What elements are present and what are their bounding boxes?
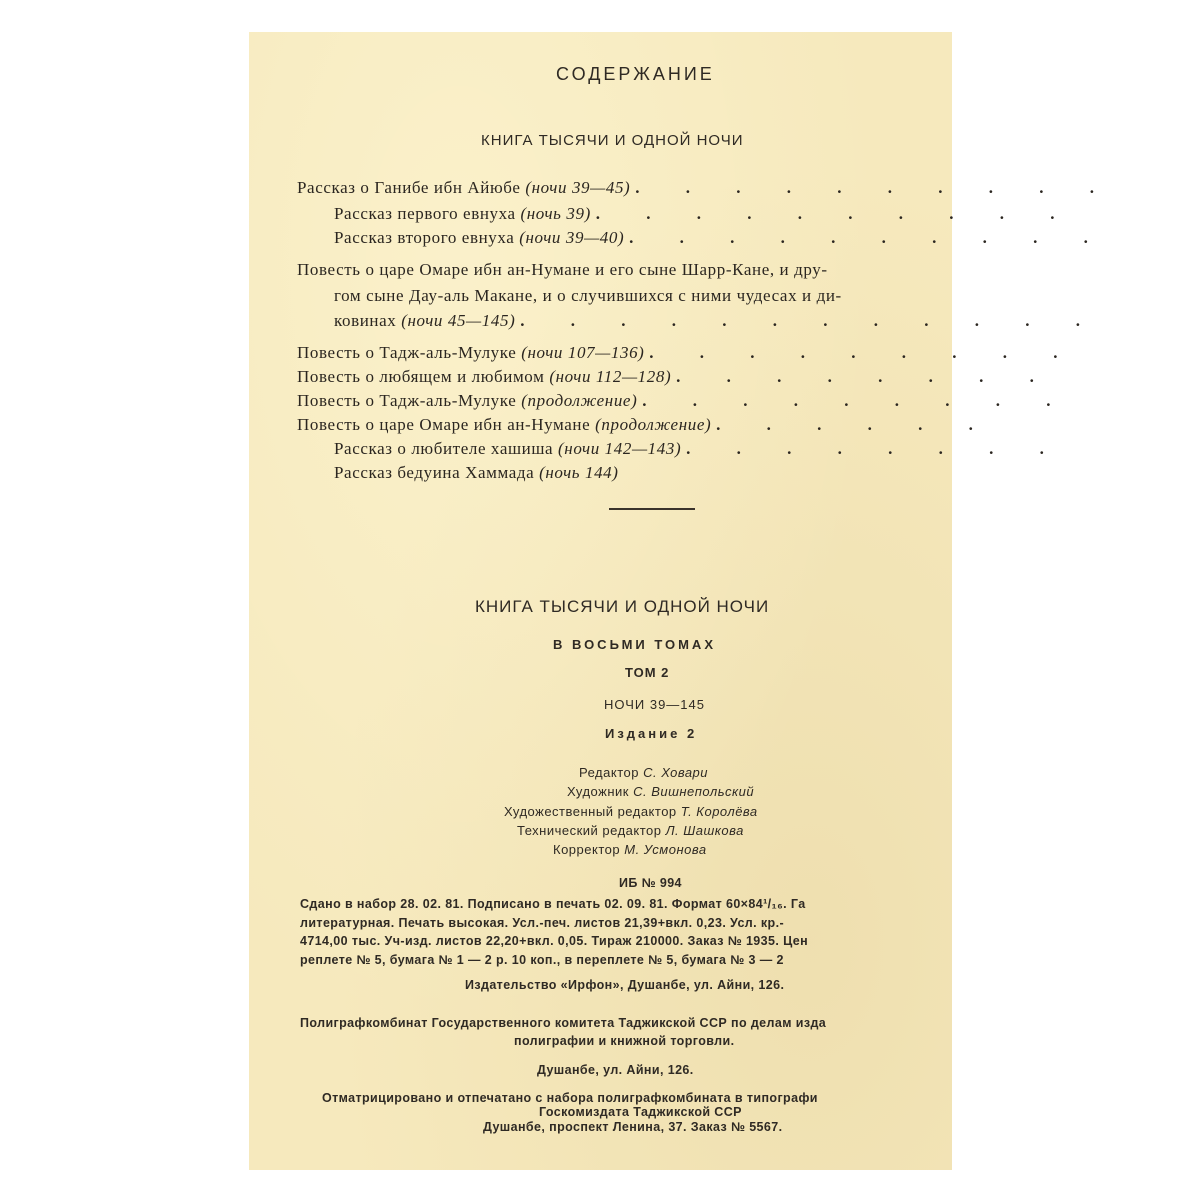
toc-leader-dots: . . . . . . . . . . [635, 178, 1115, 197]
toc-entry-title: Рассказ второго евнуха [334, 228, 515, 247]
reprint-line: Душанбе, проспект Ленина, 37. Заказ № 5567. [483, 1120, 783, 1134]
toc-entry-title: Рассказ о любителе хашиша [334, 439, 554, 458]
toc-entry [297, 343, 1079, 363]
toc-entry-nights: (ночь 39) [520, 204, 591, 223]
toc-entry [334, 463, 619, 483]
reprint-line: Отматрицировано и отпечатано с набора полиграфкомбината в типографи [322, 1091, 818, 1105]
contents-heading: СОДЕРЖАНИЕ [556, 64, 715, 84]
imprint-volumes: В ВОСЬМИ ТОМАХ [553, 637, 716, 652]
credit-line [553, 842, 707, 857]
print-details-line: реплете № 5, бумага № 1 — 2 р. 10 коп., в переплете № 5, бумага № 3 — 2 [300, 953, 784, 967]
toc-entry-title: Повесть о любящем и любимом [297, 367, 545, 386]
toc-leader-dots: . . . . . . . . . . [629, 228, 1109, 247]
toc-entry [297, 367, 1055, 387]
toc-entry [334, 439, 1065, 459]
printer-line: Полиграфкомбинат Государственного комитета Таджикской ССР по делам изда [300, 1016, 827, 1030]
credit-name: С. Вишнепольский [633, 784, 755, 799]
toc-entry [334, 204, 1075, 224]
toc-entry-nights: (ночи 39—40) [519, 228, 625, 247]
toc-leader-dots: . . . . . . . . . [642, 391, 1072, 410]
credit-role: Корректор [553, 842, 621, 857]
print-details-line: Сдано в набор 28. 02. 81. Подписано в печать 02. 09. 81. Формат 60×84¹/₁₆. Га [300, 897, 806, 911]
print-details-line: 4714,00 тыс. Уч-изд. листов 22,20+вкл. 0,05. Тираж 210000. Заказ № 1935. Цен [300, 934, 809, 948]
printer-line: полиграфии и книжной торговли. [514, 1034, 735, 1048]
credit-role: Художественный редактор [504, 804, 677, 819]
toc-entry-nights: (ночи 45—145) [401, 311, 516, 330]
toc-leader-dots: . . . . . . . . . . [595, 204, 1076, 223]
credit-role: Художник [567, 784, 629, 799]
toc-entry-title: Повесть о Тадж-аль-Мулуке [297, 343, 517, 362]
toc-entry-title: Рассказ первого евнуха [334, 204, 516, 223]
toc-entry-nights: (продолжение) [595, 415, 712, 434]
toc-leader-dots: . . . . . . . . . [649, 343, 1079, 362]
credit-name: С. Ховари [643, 765, 709, 780]
toc-entry-nights: (ночи 107—136) [521, 343, 645, 362]
toc-leader-dots: . . . . . . . . [686, 439, 1065, 458]
credit-line [517, 823, 744, 838]
toc-entry [297, 391, 1071, 411]
credit-role: Технический редактор [517, 823, 662, 838]
imprint-tome: ТОМ 2 [625, 665, 670, 680]
toc-leader-dots: . . . . . . . . . . . . [520, 311, 1101, 330]
toc-entry-nights: (ночи 112—128) [549, 367, 672, 386]
section-divider [609, 508, 695, 510]
toc-entry-title: Рассказ о Ганибе ибн Айюбе [297, 178, 521, 197]
toc-entry-title: Рассказ бедуина Хаммада [334, 463, 535, 482]
toc-entry-line [297, 260, 828, 280]
credit-line [579, 765, 708, 780]
publisher-line: Издательство «Ирфон», Душанбе, ул. Айни, 126. [465, 978, 785, 992]
printer-address: Душанбе, ул. Айни, 126. [537, 1063, 694, 1077]
toc-entry [334, 228, 1109, 248]
print-details-line: литературная. Печать высокая. Усл.-печ. листов 21,39+вкл. 0,23. Усл. кр.- [300, 916, 785, 930]
toc-entry-nights: (ночи 39—45) [525, 178, 631, 197]
toc-entry-line [334, 286, 842, 306]
imprint-book-title: КНИГА ТЫСЯЧИ И ОДНОЙ НОЧИ [475, 597, 770, 616]
book-page [249, 32, 1115, 1170]
credit-role: Редактор [579, 765, 639, 780]
credit-name: М. Усмонова [624, 842, 707, 857]
reprint-line: Госкомиздата Таджикской ССР [539, 1105, 742, 1119]
credit-name: Л. Шашкова [665, 823, 744, 838]
toc-entry [334, 311, 1101, 331]
toc-leader-dots: . . . . . . [716, 415, 994, 434]
contents-book-title: КНИГА ТЫСЯЧИ И ОДНОЙ НОЧИ [481, 132, 744, 149]
toc-entry-nights: (ночи 142—143) [558, 439, 682, 458]
credit-line [504, 804, 758, 819]
toc-entry [297, 178, 1115, 198]
toc-leader-dots: . . . . . . . . [676, 367, 1055, 386]
toc-entry [297, 415, 994, 435]
credit-name: Т. Королёва [680, 804, 758, 819]
imprint-edition: Издание 2 [605, 726, 698, 741]
toc-entry-title: гом сыне Дау-аль Макане, и о случившихся с ними чудесах и ди- [334, 286, 842, 305]
toc-entry-nights: (продолжение) [521, 391, 638, 410]
toc-entry-title: Повесть о царе Омаре ибн ан-Нумане [297, 415, 591, 434]
toc-entry-title: Повесть о царе Омаре ибн ан-Нумане и его сыне Шарр-Кане, и дру- [297, 260, 828, 279]
toc-entry-title: Повесть о Тадж-аль-Мулуке [297, 391, 517, 410]
toc-entry-nights: (ночь 144) [539, 463, 619, 482]
toc-entry-title: ковинах [334, 311, 397, 330]
ib-number: ИБ № 994 [619, 876, 682, 890]
credit-line [567, 784, 754, 799]
imprint-nights: НОЧИ 39—145 [604, 697, 705, 712]
